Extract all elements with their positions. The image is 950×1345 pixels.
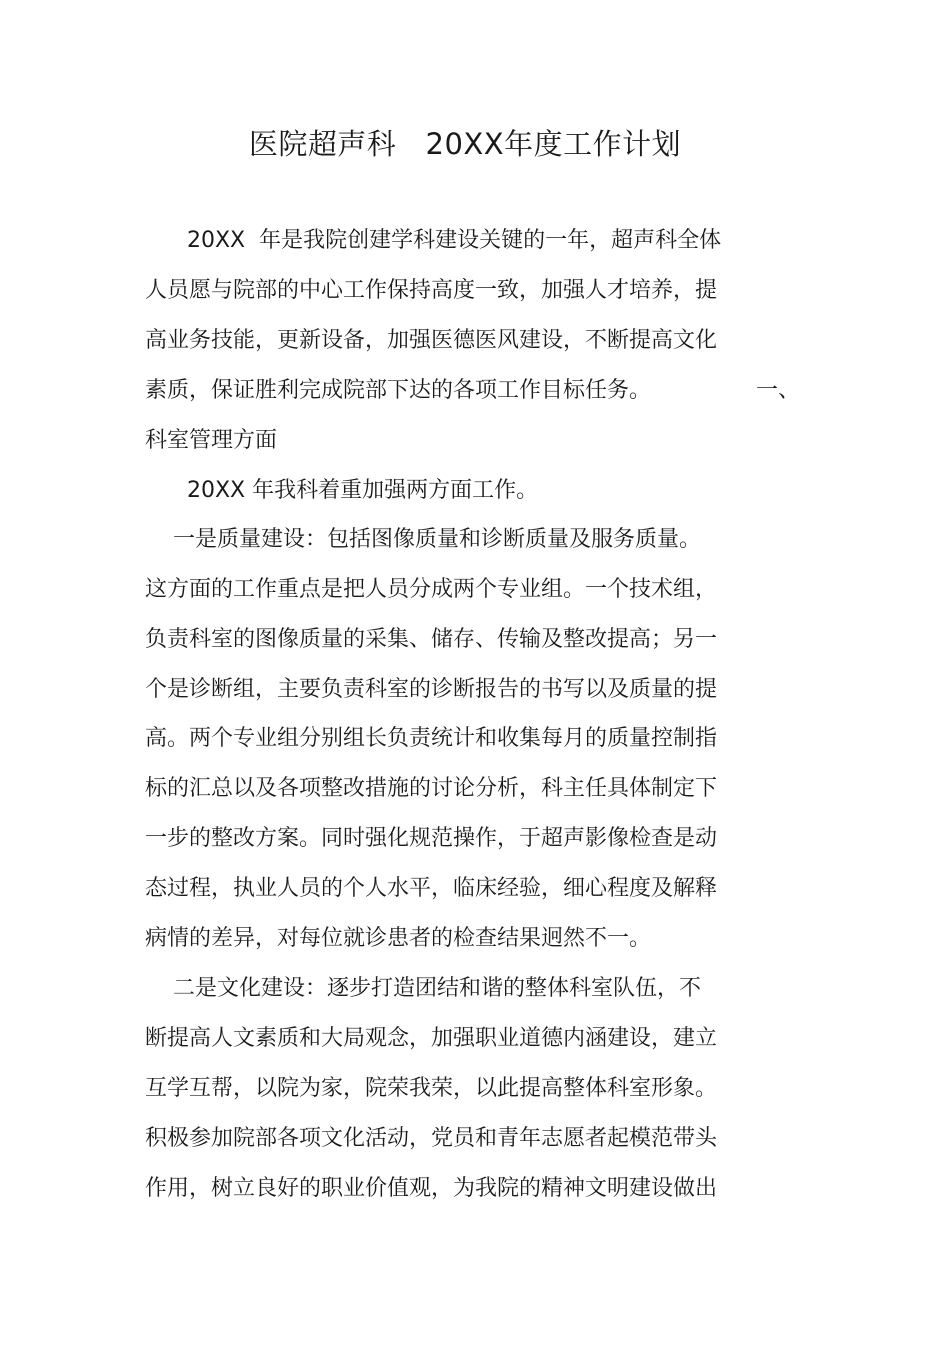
paragraph-line: 人员愿与院部的中心工作保持高度一致，加强人才培养，提 [145,278,718,303]
paragraph-line: 20XX 年我科着重加强两方面工作。 [145,478,539,503]
paragraph-line: 态过程，执业人员的个人水平，临床经验，细心程度及解释 [145,876,718,901]
paragraph-line: 高。两个专业组分别组长负责统计和收集每月的质量控制指 [145,726,718,751]
paragraph-line: 互学互帮，以院为家，院荣我荣，以此提高整体科室形象。 [145,1076,718,1101]
paragraph-line: 断提高人文素质和大局观念，加强职业道德内涵建设，建立 [145,1026,718,1051]
paragraph-line: 这方面的工作重点是把人员分成两个专业组。一个技术组， [145,577,718,602]
paragraph-line: 作用，树立良好的职业价值观，为我院的精神文明建设做出 [145,1176,718,1201]
paragraph-line: 一步的整改方案。同时强化规范操作，于超声影像检查是动 [145,826,718,851]
paragraph-line: 标的汇总以及各项整改措施的讨论分析，科主任具体制定下 [145,776,718,801]
paragraph-line: 病情的差异，对每位就诊患者的检查结果迥然不一。 [145,926,652,951]
paragraph-line: 20XX 年是我院创建学科建设关键的一年，超声科全体 [145,228,722,253]
paragraph-line: 二是文化建设：逐步打造团结和谐的整体科室队伍，不 [145,976,701,1001]
section-heading: 科室管理方面 [145,428,278,453]
paragraph-line: 素质，保证胜利完成院部下达的各项工作目标任务。 [145,378,652,403]
paragraph-line: 负责科室的图像质量的采集、储存、传输及整改提高；另一 [145,627,718,652]
paragraph-line: 积极参加院部各项文化活动，党员和青年志愿者起模范带头 [145,1126,718,1151]
document-title: 医院超声科 20XX年度工作计划 [248,127,682,161]
paragraph-line: 个是诊断组，主要负责科室的诊断报告的书写以及质量的提 [145,677,718,702]
paragraph-line: 高业务技能，更新设备，加强医德医风建设，不断提高文化 [145,328,718,353]
paragraph-line: 一是质量建设：包括图像质量和诊断质量及服务质量。 [145,527,701,552]
section-marker: 一、 [756,378,801,403]
